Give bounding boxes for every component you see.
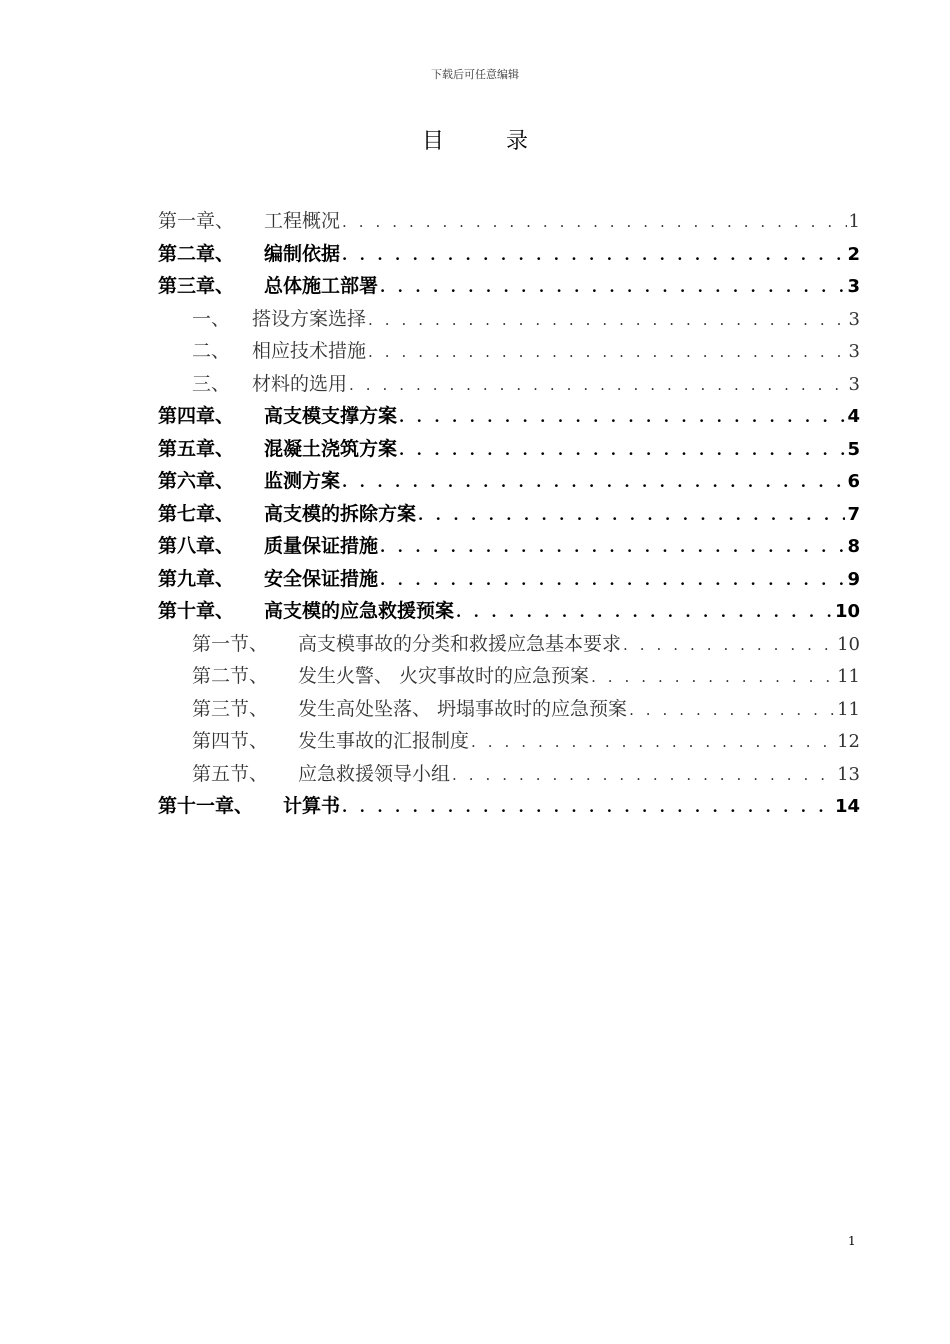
toc-entry-title: 应急救援领导小组 [298, 762, 451, 785]
dot-leader [380, 531, 845, 564]
toc-entry[interactable] [158, 693, 860, 726]
toc-entry-title: 高支模事故的分类和救援应急基本要求 [298, 632, 622, 655]
toc-entry-title: 高支模的应急救援预案 [264, 600, 455, 622]
toc-entry-number: 第五章、 [158, 437, 235, 460]
toc-entry-number: 第十一章、 [158, 795, 254, 817]
toc-entry[interactable] [158, 758, 860, 791]
toc-title-char-1: 目 [421, 129, 444, 154]
toc-entry-title: 发生高处坠落、 坍塌事故时的应急预案 [298, 697, 628, 720]
dot-leader [471, 726, 835, 759]
toc-entry-page: 3 [847, 276, 860, 297]
dot-leader [452, 759, 835, 792]
toc-entry-number: 第十章、 [158, 600, 235, 622]
toc-entry-number: 第九章、 [158, 567, 235, 590]
toc-entry-number: 第一节、 [192, 632, 269, 655]
toc-entry-title: 监测方案 [264, 470, 341, 492]
toc-entry[interactable] [158, 400, 860, 433]
toc-entry-page: 6 [847, 471, 860, 492]
toc-entry-title: 发生事故的汇报制度 [298, 730, 470, 752]
dot-leader [418, 499, 845, 532]
toc-entry-number: 第七章、 [158, 502, 235, 525]
toc-entry-page: 10 [837, 633, 860, 655]
toc-entry[interactable] [158, 205, 860, 238]
toc-entry-page: 11 [837, 698, 860, 720]
toc-entry-page: 4 [847, 406, 860, 427]
toc-entry-title: 质量保证措施 [264, 535, 379, 557]
toc-entry-number: 第三章、 [158, 275, 235, 297]
dot-leader [456, 596, 833, 629]
dot-leader [342, 206, 847, 239]
dot-leader [629, 694, 835, 727]
toc-entry[interactable] [158, 465, 860, 498]
toc-entry-title: 高支模的拆除方案 [264, 502, 417, 525]
toc-entry-page: 1 [848, 211, 860, 232]
toc-entry-page: 13 [837, 763, 860, 785]
toc-entry[interactable] [158, 238, 860, 271]
toc-entry-page: 5 [847, 438, 860, 460]
dot-leader [380, 564, 845, 597]
toc-entry-title: 编制依据 [264, 242, 341, 265]
toc-entry[interactable] [158, 498, 860, 531]
toc-entry-number: 第四节、 [192, 730, 269, 752]
toc-entry-number: 一、 [192, 307, 231, 330]
toc-entry[interactable] [158, 433, 860, 466]
toc-entry-number: 第一章、 [158, 210, 235, 232]
toc-title-char-2: 录 [506, 129, 529, 154]
toc-entry-page: 9 [847, 568, 860, 590]
dot-leader [349, 369, 847, 402]
toc-entry-title: 安全保证措施 [264, 567, 379, 590]
toc-entry-number: 第三节、 [192, 697, 269, 720]
toc-entry-page: 11 [837, 666, 860, 687]
toc-entry-number: 第六章、 [158, 470, 235, 492]
dot-leader [380, 271, 845, 304]
toc-entry-title: 工程概况 [264, 210, 341, 232]
toc-entry-page: 14 [834, 796, 860, 817]
dot-leader [342, 791, 833, 824]
toc-entry-title: 材料的选用 [252, 372, 348, 395]
toc-entry-number: 第五节、 [192, 762, 269, 785]
toc-entry[interactable] [158, 270, 860, 303]
dot-leader [368, 336, 847, 369]
toc-entry-number: 第二章、 [158, 242, 235, 265]
toc-entry[interactable] [158, 335, 860, 368]
toc-entry-number: 第二节、 [192, 665, 269, 687]
dot-leader [342, 466, 845, 499]
toc-entry-number: 二、 [192, 340, 231, 362]
toc-entry-number: 三、 [192, 372, 231, 395]
table-of-contents [158, 205, 860, 823]
toc-entry[interactable] [158, 563, 860, 596]
toc-entry-page: 8 [847, 536, 860, 557]
toc-entry-title: 计算书 [283, 795, 341, 817]
toc-entry[interactable] [158, 660, 860, 693]
toc-entry[interactable] [158, 790, 860, 823]
toc-entry[interactable] [158, 628, 860, 661]
toc-entry[interactable] [158, 303, 860, 336]
toc-entry-title: 总体施工部署 [264, 275, 379, 297]
toc-entry[interactable] [158, 368, 860, 401]
dot-leader [591, 661, 835, 694]
toc-entry[interactable] [158, 725, 860, 758]
toc-entry-title: 搭设方案选择 [252, 307, 367, 330]
toc-entry[interactable] [158, 595, 860, 628]
toc-entry-title: 混凝土浇筑方案 [264, 437, 398, 460]
dot-leader [342, 239, 845, 272]
toc-entry-number: 第八章、 [158, 535, 235, 557]
header-note: 下载后可任意编辑 [431, 68, 519, 81]
dot-leader [399, 401, 845, 434]
page-number: 1 [848, 1234, 856, 1248]
toc-entry-page: 3 [848, 308, 860, 330]
dot-leader [623, 629, 835, 662]
toc-entry-page: 7 [847, 503, 860, 525]
toc-entry-title: 高支模支撑方案 [264, 405, 398, 427]
toc-entry-page: 12 [837, 731, 860, 752]
toc-entry[interactable] [158, 530, 860, 563]
dot-leader [368, 304, 847, 337]
dot-leader [399, 434, 845, 467]
toc-entry-page: 2 [847, 243, 860, 265]
toc-entry-page: 3 [848, 341, 860, 362]
toc-entry-title: 发生火警、 火灾事故时的应急预案 [298, 665, 590, 687]
toc-entry-page: 3 [848, 373, 860, 395]
toc-entry-title: 相应技术措施 [252, 340, 367, 362]
toc-entry-page: 10 [834, 601, 860, 622]
toc-title [0, 124, 950, 155]
toc-entry-number: 第四章、 [158, 405, 235, 427]
